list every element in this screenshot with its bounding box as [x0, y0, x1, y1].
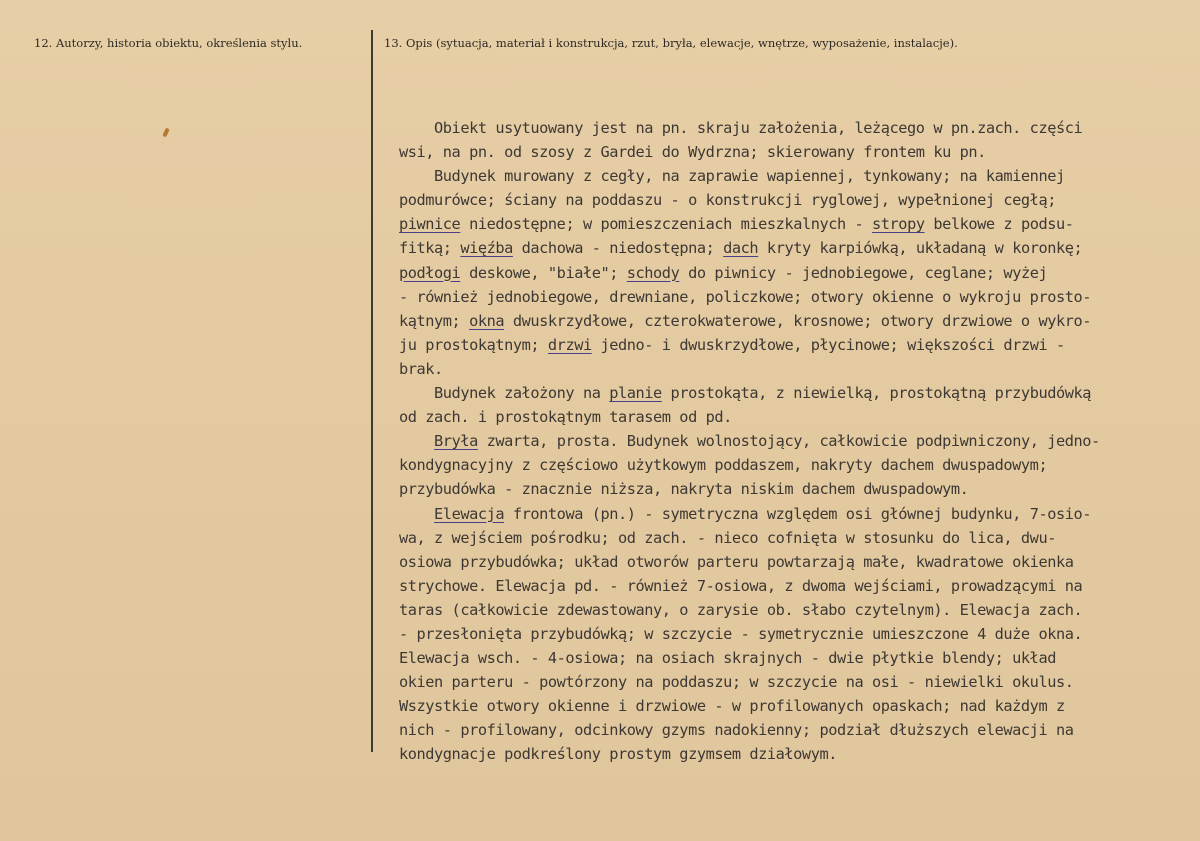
text-segment: dwuskrzydłowe, czterokwaterowe, krosnowe; otwory drzwiowe o wykro- — [504, 311, 1092, 330]
underlined-term: stropy — [872, 215, 925, 234]
description-text — [399, 116, 1189, 767]
text-segment: fitką; — [399, 239, 461, 258]
text-line — [399, 718, 1189, 742]
text-line — [399, 598, 1189, 622]
text-line — [399, 309, 1189, 333]
text-segment: - przesłonięta przybudówką; w szczycie - symetrycznie umieszczone 4 duże okna. — [399, 624, 1083, 643]
text-segment: ju prostokątnym; — [399, 335, 548, 354]
text-segment: Budynek założony na — [399, 384, 610, 403]
text-segment: brak. — [399, 359, 443, 378]
underlined-term: więźba — [460, 239, 513, 258]
text-segment: prostokąta, z niewielką, prostokątną przybudówką — [661, 384, 1092, 403]
text-segment: zwarta, prosta. Budynek wolnostojący, całkowicie podpiwniczony, jedno- — [477, 432, 1100, 451]
text-segment: od zach. i prostokątnym tarasem od pd. — [399, 408, 732, 427]
text-line — [399, 574, 1189, 598]
text-line — [399, 236, 1189, 260]
section-13-header: 13. Opis (sytuacja, materiał i konstrukcja, rzut, bryła, elewacje, wnętrze, wyposażenie, instalacje). — [384, 36, 958, 50]
text-segment — [399, 432, 434, 450]
text-segment: frontowa (pn.) - symetryczna względem osi głównej budynku, 7-osio- — [504, 504, 1092, 523]
underlined-term: okna — [469, 311, 505, 330]
text-segment: wa, z wejściem pośrodku; od zach. - nieco cofnięta w stosunku do lica, dwu- — [399, 528, 1056, 547]
text-line — [399, 526, 1189, 550]
text-line — [399, 285, 1189, 309]
underlined-term: schody — [626, 263, 680, 282]
text-segment: - również jednobiegowe, drewniane, policzkowe; otwory okienne o wykroju prosto- — [399, 287, 1092, 306]
text-segment: niedostępne; w pomieszczeniach mieszkalnych - — [460, 215, 873, 234]
text-line — [399, 742, 1189, 766]
text-line — [399, 405, 1189, 429]
text-line — [399, 694, 1189, 718]
text-line — [399, 670, 1189, 694]
text-line — [399, 164, 1189, 188]
text-segment: do piwnicy - jednobiegowe, ceglane; wyżej — [679, 263, 1048, 282]
text-segment: taras (całkowicie zdewastowany, o zarysie ob. słabo czytelnym). Elewacja zach. — [399, 600, 1083, 619]
text-segment: kondygnacje podkreślony prostym gzymsem działowym. — [399, 745, 837, 764]
text-segment: kryty karpiówką, układaną w koronkę; — [758, 239, 1083, 258]
text-line — [399, 357, 1189, 381]
underlined-term: planie — [609, 384, 662, 403]
text-segment: belkowe z podsu- — [924, 215, 1074, 234]
underlined-term: Elewacja — [434, 504, 505, 523]
underlined-term: piwnice — [399, 215, 461, 234]
text-segment: okien parteru - powtórzony na poddaszu; w szczycie na osi - niewielki okulus. — [399, 673, 1074, 692]
text-segment: przybudówka - znacznie niższa, nakryta niskim dachem dwuspadowym. — [399, 480, 969, 499]
text-line — [399, 453, 1189, 477]
text-segment — [399, 505, 434, 523]
text-segment: dachowa - niedostępna; — [512, 239, 724, 258]
text-segment: podmurówce; ściany na poddaszu - o konstrukcji ryglowej, wypełnionej cegłą; — [399, 191, 1056, 210]
paper-stain — [162, 128, 169, 138]
text-segment: kondygnacyjny z częściowo użytkowym poddaszem, nakryty dachem dwuspadowym; — [399, 456, 1048, 475]
text-segment: kątnym; — [399, 311, 470, 330]
text-line — [399, 477, 1189, 501]
text-line — [399, 116, 1189, 140]
text-segment: jedno- i dwuskrzydłowe, płycinowe; większości drzwi - — [591, 335, 1065, 354]
text-segment: Budynek murowany z cegły, na zaprawie wapiennej, tynkowany; na kamiennej — [399, 167, 1065, 186]
text-segment: Obiekt usytuowany jest na pn. skraju założenia, leżącego w pn.zach. części — [399, 119, 1083, 137]
text-line — [399, 502, 1189, 526]
text-line — [399, 140, 1189, 164]
underlined-term: dach — [723, 239, 759, 258]
text-segment: osiowa przybudówka; układ otworów parteru powtarzają małe, kwadratowe okienka — [399, 552, 1074, 571]
underlined-term: drzwi — [547, 335, 592, 354]
section-12-header: 12. Autorzy, historia obiektu, określenia stylu. — [34, 36, 303, 50]
text-line — [399, 381, 1189, 405]
text-line — [399, 550, 1189, 574]
text-segment: deskowe, "białe"; — [460, 263, 627, 282]
text-line — [399, 261, 1189, 285]
text-segment: strychowe. Elewacja pd. - również 7-osiowa, z dwoma wejściami, prowadzącymi na — [399, 576, 1083, 595]
underlined-term: podłogi — [399, 263, 461, 282]
text-line — [399, 212, 1189, 236]
text-line — [399, 188, 1189, 212]
column-divider — [371, 30, 373, 752]
text-line — [399, 622, 1189, 646]
text-segment: Elewacja wsch. - 4-osiowa; na osiach skrajnych - dwie płytkie blendy; układ — [399, 649, 1056, 668]
text-segment: wsi, na pn. od szosy z Gardei do Wydrzna; skierowany frontem ku pn. — [399, 143, 986, 162]
text-line — [399, 333, 1189, 357]
text-line — [399, 429, 1189, 453]
text-line — [399, 646, 1189, 670]
text-segment: nich - profilowany, odcinkowy gzyms nadokienny; podział dłuższych elewacji na — [399, 721, 1074, 740]
underlined-term: Bryła — [434, 432, 478, 451]
text-segment: Wszystkie otwory okienne i drzwiowe - w profilowanych opaskach; nad każdym z — [399, 697, 1065, 716]
